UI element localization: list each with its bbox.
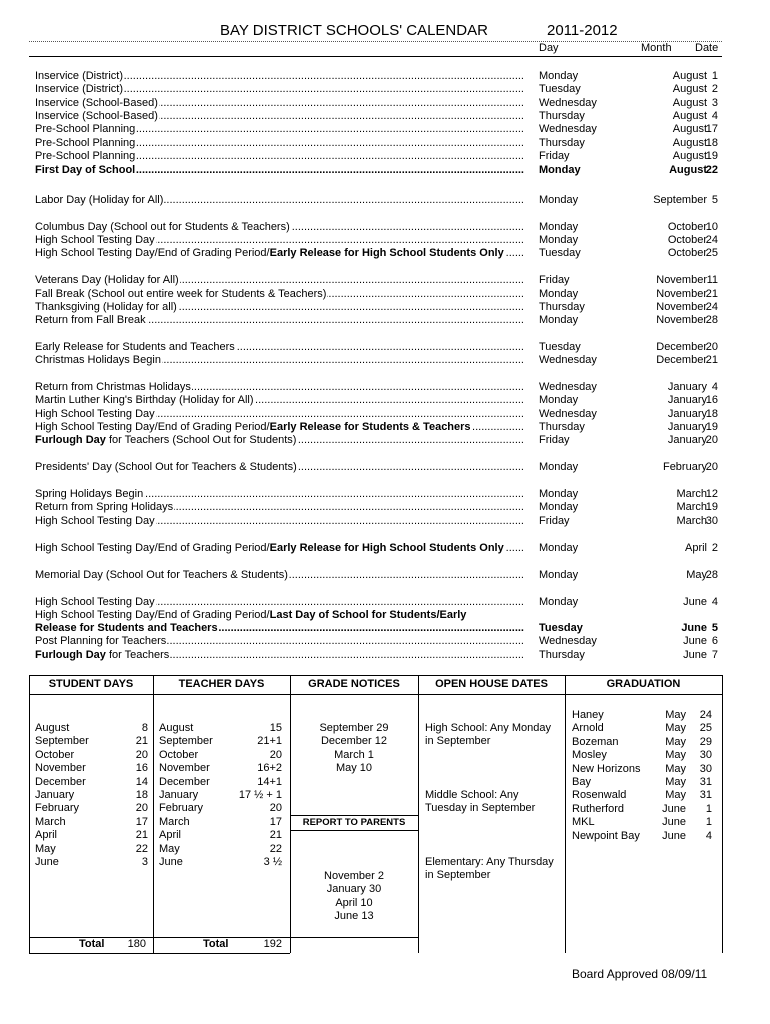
event-row (35, 220, 723, 234)
grade-notice-date: September 29 (319, 722, 389, 734)
event-date: 28 (705, 314, 718, 326)
event-name: High School Testing Day/End of Grading Period/Last Day of School for Students/Early (35, 609, 467, 621)
event-month: May (686, 569, 707, 581)
event-date: 17 (705, 123, 718, 135)
event-month: August (672, 150, 707, 162)
event-row (35, 487, 723, 501)
event-name: High School Testing Day ..... (35, 407, 524, 421)
event-name: First Day of School ..... (35, 163, 524, 177)
teacher-days-row: January 17 ½ + 1 (159, 789, 282, 802)
event-row (35, 287, 723, 301)
report-date: November 2 (324, 870, 384, 882)
event-name: Memorial Day (School Out for Teachers & Students) ..... (35, 568, 524, 582)
event-day: Monday (539, 314, 579, 326)
student-days-row: May 22 (35, 842, 148, 855)
event-date: 7 (711, 649, 718, 661)
event-row (35, 136, 723, 150)
event-name: Early Release for Students and Teachers ..... (35, 340, 524, 354)
event-month: August (672, 97, 707, 109)
event-day: Thursday (539, 137, 585, 149)
teacher-days-row: December 14+1 (159, 775, 282, 788)
student-days-row: October 20 (35, 748, 148, 761)
event-row (35, 568, 723, 582)
report-date: April 10 (335, 896, 373, 909)
event-day: Wednesday (539, 97, 597, 109)
event-day: Friday (539, 150, 570, 162)
event-day: Wednesday (539, 354, 597, 366)
graduation-row: Bay May 31 (572, 775, 712, 788)
event-month: October (667, 234, 707, 246)
open-house-item: Middle School: Any Tuesday in September (425, 788, 536, 815)
event-row (35, 340, 723, 354)
event-month: August (672, 110, 707, 122)
event-month: August (672, 137, 707, 149)
event-date: 24 (705, 301, 718, 313)
student-days-list (35, 722, 148, 869)
event-row (35, 500, 723, 514)
event-name: Release for Students and Teachers ..... (35, 621, 524, 635)
grade-notice-date: March 1 (334, 748, 374, 761)
graduation-row: Rosenwald May 31 (572, 789, 712, 802)
event-month: November (656, 288, 707, 300)
event-month: February (662, 461, 707, 473)
event-date: 4 (711, 381, 718, 393)
student-days-row: April 21 (35, 829, 148, 842)
event-date: 2 (711, 542, 718, 554)
event-date: 19 (705, 421, 718, 433)
teacher-days-list (159, 722, 282, 869)
event-name: Inservice (School-Based) ..... (35, 96, 524, 110)
event-row (35, 380, 723, 394)
event-row (35, 246, 723, 260)
event-day: Wednesday (539, 408, 597, 420)
event-row (35, 300, 723, 314)
teacher-days-row: August 15 (159, 722, 282, 734)
event-row (35, 193, 723, 207)
event-date: 5 (711, 194, 718, 206)
open-house-item: High School: Any Monday in September (425, 722, 551, 748)
event-day: Thursday (539, 421, 585, 433)
event-month: December (656, 354, 707, 366)
event-day: Thursday (539, 301, 585, 313)
event-row (35, 313, 723, 327)
event-date: 2 (711, 83, 718, 95)
event-name: Columbus Day (School out for Students & Teachers) ..... (35, 220, 524, 234)
teacher-total-label: Total (203, 938, 229, 950)
event-row (35, 122, 723, 136)
event-day: Monday (539, 596, 579, 608)
event-day: Monday (539, 394, 579, 406)
day-column-header: Day (539, 42, 559, 54)
event-day: Wednesday (539, 123, 597, 135)
graduation-row: Mosley May 30 (572, 749, 712, 762)
event-date: 18 (705, 408, 718, 420)
event-name: Inservice (School-Based) ..... (35, 109, 524, 123)
event-day: Wednesday (539, 381, 597, 393)
event-date: 24 (705, 234, 718, 246)
student-total-label: Total (79, 938, 105, 950)
event-date: 22 (705, 164, 718, 176)
grade-notices-header: GRADE NOTICES (308, 678, 400, 690)
event-day: Monday (539, 501, 579, 513)
event-name: Pre-School Planning ..... (35, 136, 524, 150)
graduation-row: Newpoint Bay June 4 (572, 829, 712, 842)
graduation-header: GRADUATION (606, 678, 681, 690)
event-row (35, 353, 723, 367)
graduation-row: MKL June 1 (572, 816, 712, 829)
event-date: 21 (705, 354, 718, 366)
event-month: August (672, 123, 707, 135)
event-date: 20 (705, 461, 718, 473)
event-month: August (672, 70, 707, 82)
event-name: Return from Fall Break ..... (35, 313, 524, 327)
event-name: High School Testing Day ..... (35, 233, 524, 247)
teacher-total-value: 192 (263, 938, 282, 950)
event-row (35, 163, 723, 177)
event-day: Tuesday (539, 247, 581, 259)
teacher-days-row: February 20 (159, 802, 282, 815)
event-day: Tuesday (539, 341, 581, 353)
event-month: October (667, 221, 707, 233)
event-date: 25 (705, 247, 718, 259)
grade-notice-date: December 12 (320, 735, 388, 748)
event-month: September (653, 194, 707, 206)
event-month: March (676, 515, 707, 527)
event-date: 3 (711, 97, 718, 109)
graduation-row: New Horizons May 30 (572, 762, 712, 775)
event-name: Furlough Day for Teachers ..... (35, 648, 524, 662)
open-house-header: OPEN HOUSE DATES (435, 678, 548, 690)
event-row (35, 149, 723, 163)
teacher-days-row: June 3 ½ (159, 856, 282, 869)
event-date: 20 (705, 434, 718, 446)
report-dates-list (290, 870, 418, 924)
event-month: August (672, 83, 707, 95)
event-row (35, 233, 723, 247)
grade-notice-date: May 10 (335, 762, 373, 775)
event-day: Monday (539, 221, 579, 233)
event-month: January (667, 408, 707, 420)
event-day: Friday (539, 274, 570, 286)
event-day: Monday (539, 569, 579, 581)
event-name: High School Testing Day/End of Grading Period/Early Release for Students & Teachers ..... (35, 420, 524, 434)
event-date: 5 (711, 622, 718, 634)
teacher-days-row: April 21 (159, 829, 282, 842)
event-month: April (684, 542, 707, 554)
student-days-row: November 16 (35, 762, 148, 775)
month-column-header: Month (641, 42, 672, 54)
graduation-row: Bozeman May 29 (572, 735, 712, 748)
event-date: 16 (705, 394, 718, 406)
title-divider (29, 41, 722, 42)
student-days-row: January 18 (35, 789, 148, 802)
event-row (35, 634, 723, 648)
event-name: Thanksgiving (Holiday for all) ..... (35, 300, 524, 314)
graduation-list (572, 709, 712, 843)
calendar-title: BAY DISTRICT SCHOOLS' CALENDAR (220, 22, 488, 39)
report-date: June 13 (334, 910, 374, 923)
event-month: January (667, 381, 707, 393)
student-days-row: December 14 (35, 775, 148, 788)
event-date: 30 (705, 515, 718, 527)
event-name: Pre-School Planning ..... (35, 149, 524, 163)
grid-line (418, 675, 419, 953)
event-name: Christmas Holidays Begin ..... (35, 353, 524, 367)
student-days-row: September 21 (35, 735, 148, 748)
event-name: High School Testing Day/End of Grading Period/Early Release for High School Students Only ..... (35, 541, 524, 555)
event-month: November (656, 301, 707, 313)
teacher-days-header: TEACHER DAYS (178, 678, 265, 690)
event-name: High School Testing Day/End of Grading Period/Early Release for High School Students Only ..... (35, 246, 524, 260)
event-month: January (667, 394, 707, 406)
event-name: Return from Christmas Holidays ..... (35, 380, 524, 394)
event-month: January (667, 434, 707, 446)
event-name: Inservice (District) ..... (35, 82, 524, 96)
event-date: 28 (705, 569, 718, 581)
event-day: Thursday (539, 649, 585, 661)
event-row (35, 541, 723, 555)
grid-line (29, 675, 30, 953)
event-month: October (667, 247, 707, 259)
event-name: Presidents' Day (School Out for Teachers & Students) ..... (35, 460, 524, 474)
event-name: Labor Day (Holiday for All) ..... (35, 193, 524, 207)
board-approved-note: Board Approved 08/09/11 (572, 967, 708, 981)
student-days-row: August 8 (35, 722, 148, 734)
event-day: Monday (539, 488, 579, 500)
graduation-row: Haney May 24 (572, 709, 712, 721)
event-month: August (669, 164, 707, 176)
teacher-days-row: September 21+1 (159, 735, 282, 748)
report-to-parents-label: REPORT TO PARENTS (290, 815, 418, 831)
event-month: March (676, 488, 707, 500)
grade-notices-list (290, 722, 418, 776)
event-row (35, 273, 723, 287)
event-day: Tuesday (539, 622, 583, 634)
student-days-row: June 3 (35, 856, 148, 869)
event-row (35, 608, 723, 622)
event-day: Monday (539, 542, 579, 554)
open-house-list (425, 722, 565, 882)
event-day: Monday (539, 234, 579, 246)
event-row (35, 648, 723, 662)
event-day: Monday (539, 288, 579, 300)
event-month: March (676, 501, 707, 513)
event-date: 18 (705, 137, 718, 149)
header-divider (29, 56, 722, 57)
date-column-header: Date (695, 42, 719, 54)
event-month: December (656, 341, 707, 353)
event-date: 6 (711, 635, 718, 647)
event-day: Tuesday (539, 83, 581, 95)
event-row (35, 433, 723, 447)
student-days-header: STUDENT DAYS (48, 678, 134, 690)
grid-line (153, 675, 154, 953)
event-row (35, 420, 723, 434)
grid-line (722, 675, 723, 953)
event-name: Inservice (District) ..... (35, 69, 524, 83)
event-date: 4 (711, 596, 718, 608)
teacher-days-row: October 20 (159, 748, 282, 761)
event-month: November (656, 274, 707, 286)
grid-line (29, 694, 722, 695)
page-title (0, 20, 770, 40)
event-date: 11 (706, 274, 718, 286)
event-day: Wednesday (539, 635, 597, 647)
event-name: High School Testing Day ..... (35, 514, 524, 528)
event-row (35, 460, 723, 474)
event-row (35, 407, 723, 421)
school-year: 2011-2012 (547, 22, 618, 39)
event-month: June (681, 622, 707, 634)
teacher-days-row: March 17 (159, 815, 282, 828)
event-date: 4 (711, 110, 718, 122)
event-name: Return from Spring Holidays ..... (35, 500, 524, 514)
grid-line (29, 953, 290, 954)
event-name: Pre-School Planning ..... (35, 122, 524, 136)
event-month: November (656, 314, 707, 326)
event-month: June (683, 596, 707, 608)
event-row (35, 621, 723, 635)
event-row (35, 69, 723, 83)
student-days-row: February 20 (35, 802, 148, 815)
teacher-days-row: May 22 (159, 842, 282, 855)
event-day: Friday (539, 434, 570, 446)
event-name: Furlough Day for Teachers (School Out for Students) ..... (35, 433, 524, 447)
event-day: Monday (539, 164, 581, 176)
event-date: 12 (705, 488, 718, 500)
event-row (35, 595, 723, 609)
report-date: January 30 (326, 883, 382, 896)
event-row (35, 514, 723, 528)
event-date: 21 (705, 288, 718, 300)
open-house-item: Elementary: Any Thursday in September (425, 855, 554, 882)
event-date: 19 (705, 501, 718, 513)
event-row (35, 393, 723, 407)
teacher-days-row: November 16+2 (159, 762, 282, 775)
event-day: Monday (539, 70, 579, 82)
event-date: 10 (705, 221, 718, 233)
event-day: Monday (539, 194, 579, 206)
event-day: Friday (539, 515, 570, 527)
event-name: Martin Luther King's Birthday (Holiday for All) ..... (35, 393, 524, 407)
event-name: Veterans Day (Holiday for All) ..... (35, 273, 524, 287)
event-date: 1 (711, 70, 718, 82)
event-name: Fall Break (School out entire week for Students & Teachers) ..... (35, 287, 524, 301)
student-days-row: March 17 (35, 815, 148, 828)
event-row (35, 82, 723, 96)
event-month: January (667, 421, 707, 433)
graduation-row: Arnold May 25 (572, 722, 712, 735)
event-month: June (683, 635, 707, 647)
event-name: Post Planning for Teachers ..... (35, 634, 524, 648)
event-name: Spring Holidays Begin ..... (35, 487, 524, 501)
event-name: High School Testing Day ..... (35, 595, 524, 609)
event-date: 19 (705, 150, 718, 162)
event-month: June (683, 649, 707, 661)
event-row (35, 109, 723, 123)
event-row (35, 96, 723, 110)
student-total-value: 180 (127, 938, 146, 950)
event-day: Monday (539, 461, 579, 473)
grid-line (565, 675, 566, 953)
event-day: Thursday (539, 110, 585, 122)
event-date: 20 (705, 341, 718, 353)
graduation-row: Rutherford June 1 (572, 802, 712, 815)
